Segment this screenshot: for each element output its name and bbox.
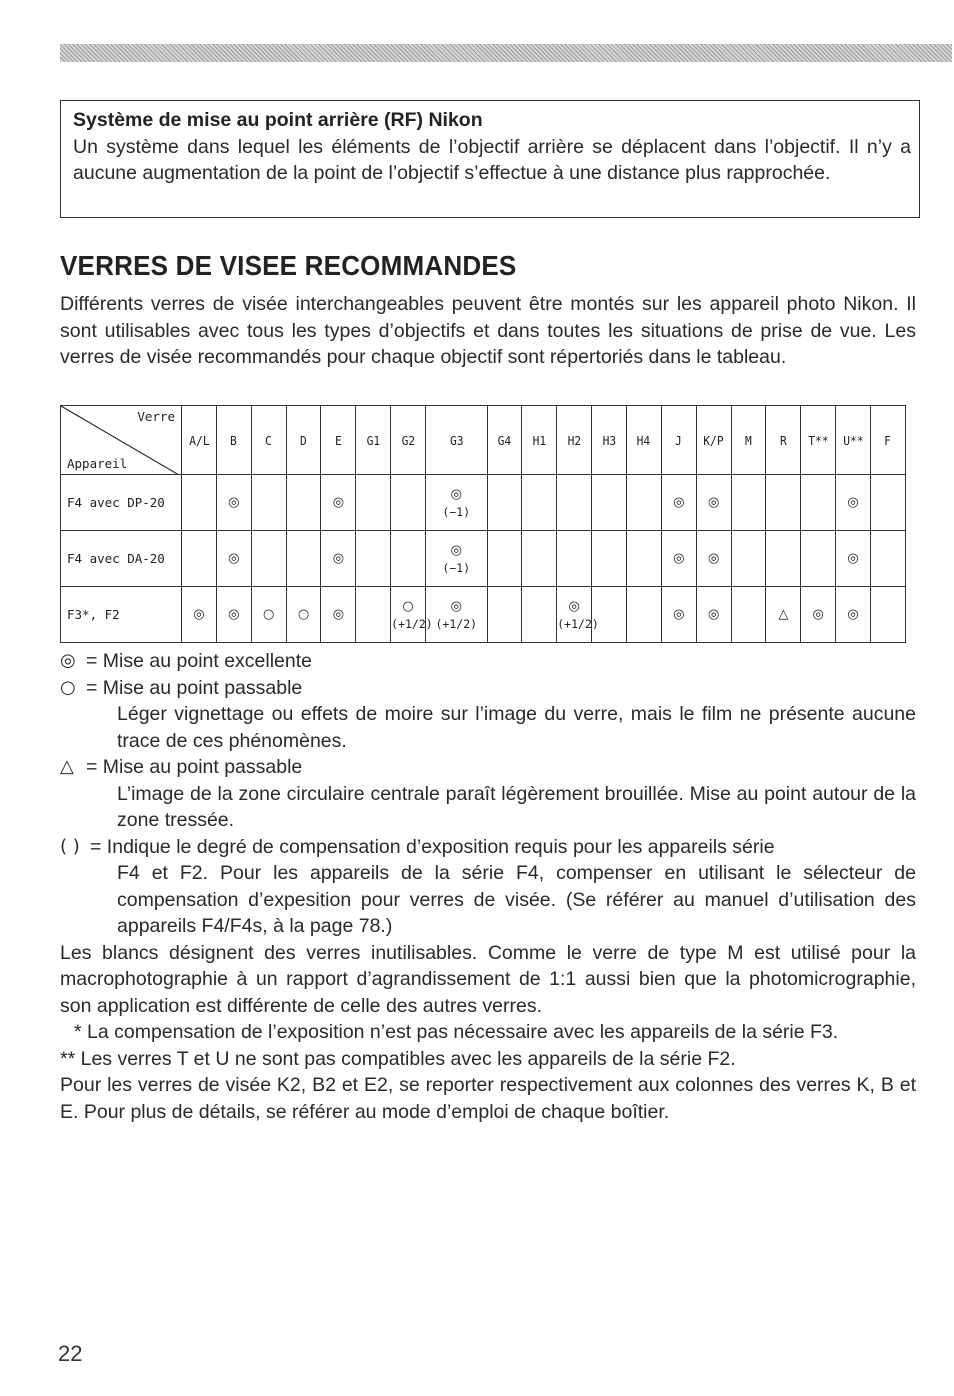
table-cell: [731, 531, 766, 587]
column-header: G1: [358, 406, 389, 475]
rf-definition-text: Un système dans lequel les éléments de l’objectif arrière se déplacent dans l’objectif. Il n’y a aucune augmentation de la point de l’objectif s’effectue à une distance plus rapprochée.: [73, 135, 911, 184]
footnote-double-star: ** Les verres T et U ne sont pas compatibles avec les appareils de la série F2.: [60, 1047, 736, 1070]
table-cell: [356, 531, 391, 587]
legend-triangle-note: L’image de la zone circulaire centrale paraît légèrement brouillée. Mise au point autour de la zone tressée.: [117, 782, 916, 831]
column-header: G3: [429, 406, 484, 475]
double-circle-icon: ◎: [707, 550, 720, 566]
column-header: B: [218, 406, 249, 475]
double-circle-icon: ◎: [707, 494, 720, 510]
table-cell: [766, 475, 801, 531]
footnote-single-star: * La compensation de l’exposition n’est pas nécessaire avec les appareils de la série F3.: [74, 1021, 839, 1043]
triangle-icon: △: [60, 756, 74, 777]
column-header: K/P: [698, 406, 729, 475]
table-row: [61, 587, 906, 643]
compensation-note: (+1/2): [391, 616, 433, 631]
column-header: T**: [803, 406, 834, 475]
legend-passable-text: = Mise au point passable: [86, 676, 303, 699]
table-cell: [251, 587, 286, 643]
double-circle-icon: ◎: [332, 550, 345, 566]
circle-icon: ○: [60, 676, 76, 698]
column-header: J: [663, 406, 694, 475]
column-header: F: [872, 406, 904, 475]
table-cell: [522, 475, 557, 531]
row-header: F4 avec DA-20: [61, 531, 182, 587]
table-cell: [661, 531, 696, 587]
row-header: F3*, F2: [61, 587, 182, 643]
table-cell: [766, 587, 801, 643]
rf-definition-box: [60, 100, 920, 218]
table-cell: [286, 475, 321, 531]
table-cell: [557, 475, 592, 531]
double-circle-icon: ◎: [847, 606, 859, 622]
table-cell: [426, 475, 488, 531]
table-cell: [321, 475, 356, 531]
table-cell: [592, 587, 627, 643]
legend-parentheses: [60, 834, 916, 861]
column-header: H1: [524, 406, 555, 475]
double-circle-icon: ◎: [60, 650, 76, 671]
table-cell: [836, 531, 871, 587]
double-circle-icon: ◎: [812, 606, 824, 622]
table-cell: [731, 587, 766, 643]
table-cell: [356, 475, 391, 531]
column-header: C: [253, 406, 284, 475]
table-cell: [731, 475, 766, 531]
table-cell: [286, 531, 321, 587]
table-cell: [870, 587, 905, 643]
compensation-note: (+1/2): [557, 616, 599, 631]
table-cell: [487, 475, 522, 531]
double-circle-icon: ◎: [332, 606, 345, 622]
legend-excellent-text: = Mise au point excellente: [86, 650, 313, 672]
column-header: H3: [593, 406, 624, 475]
parentheses-symbol: ( ): [60, 835, 80, 857]
double-circle-icon: ◎: [673, 606, 685, 622]
rf-definition-title: Système de mise au point arrière (RF) Nikon: [73, 109, 483, 131]
section-intro: Différents verres de visée interchangeables peuvent être montés sur les appareil photo Nikon. Il sont utilisables avec tous les types d’objectifs et dans toutes les situations de prise de vue. Les verres de visée recommandés pour chaque objectif sont répertoriés dans le tableau.: [60, 293, 916, 368]
double-circle-icon: ◎: [332, 494, 345, 510]
table-cell: [626, 587, 661, 643]
table-cell: [766, 531, 801, 587]
focusing-screens-table: [60, 405, 906, 643]
column-header: E: [323, 406, 354, 475]
double-circle-icon: ◎: [450, 542, 462, 558]
table-cell: [487, 587, 522, 643]
legend-parentheses-text: = Indique le degré de compensation d’exposition requis pour les appareils série: [90, 835, 775, 858]
table-cell: [182, 475, 217, 531]
table-cell: [426, 531, 488, 587]
table-cell: [391, 475, 426, 531]
legend: [60, 648, 916, 1125]
table-cell: [696, 587, 731, 643]
legend-excellent: [60, 648, 916, 675]
table-corner-header: [61, 406, 182, 475]
double-circle-icon: ◎: [847, 494, 859, 510]
section-title: VERRES DE VISEE RECOMMANDES: [60, 250, 517, 281]
double-circle-icon: ◎: [228, 494, 240, 510]
table-cell: [626, 475, 661, 531]
column-header: H2: [558, 406, 589, 475]
corner-label-appareil: Appareil: [67, 456, 128, 471]
table-cell: [801, 531, 836, 587]
table-cell: [696, 475, 731, 531]
circle-icon: ○: [402, 598, 414, 614]
double-circle-icon: ◎: [228, 606, 240, 622]
table-cell: [216, 531, 251, 587]
table-cell: [592, 475, 627, 531]
double-circle-icon: ◎: [568, 598, 580, 614]
table-cell: [391, 531, 426, 587]
table-cell: [426, 587, 488, 643]
table-cell: [286, 587, 321, 643]
table-cell: [522, 531, 557, 587]
legend-parentheses-note: F4 et F2. Pour les appareils de la série F4, compenser en utilisant le sélecteur de compensation d’expesition pour verres de visée. (Se référer au manuel d’utilisation des appareils F4/F4s, à la page 78.): [117, 862, 916, 937]
table-cell: [391, 587, 433, 643]
double-circle-icon: ◎: [847, 550, 859, 566]
table-cell: [216, 587, 251, 643]
table-cell: [870, 475, 905, 531]
table-cell: [182, 587, 217, 643]
corner-label-verre: Verre: [137, 409, 175, 424]
column-header: H4: [628, 406, 659, 475]
column-header: G4: [489, 406, 520, 475]
column-header: R: [768, 406, 799, 475]
legend-triangle-text: = Mise au point passable: [86, 756, 303, 778]
table-cell: [216, 475, 251, 531]
table-row: [61, 475, 906, 531]
table-cell: [251, 531, 286, 587]
double-circle-icon: ◎: [673, 494, 685, 510]
column-header: U**: [837, 406, 868, 475]
table-cell: [626, 531, 661, 587]
table-cell: [321, 587, 356, 643]
page-number: 22: [58, 1341, 83, 1366]
circle-icon: ○: [262, 606, 275, 622]
compensation-note: (+1/2): [435, 616, 478, 631]
circle-icon: ○: [297, 606, 310, 622]
table-cell: [801, 587, 836, 643]
table-cell: [801, 475, 836, 531]
table-cell: [592, 531, 627, 587]
legend-passable: [60, 675, 916, 702]
column-header: D: [288, 406, 319, 475]
double-circle-icon: ◎: [450, 598, 462, 614]
double-circle-icon: ◎: [193, 606, 205, 622]
column-header: M: [733, 406, 764, 475]
table-cell: [522, 587, 557, 643]
column-header: A/L: [183, 406, 214, 475]
triangle-icon: △: [778, 606, 789, 622]
double-circle-icon: ◎: [450, 486, 462, 502]
double-circle-icon: ◎: [228, 550, 240, 566]
table-cell: [557, 531, 592, 587]
table-cell: [356, 587, 391, 643]
table-cell: [870, 531, 905, 587]
table-cell: [487, 531, 522, 587]
table-cell: [661, 475, 696, 531]
blanks-note: Les blancs désignent des verres inutilisables. Comme le verre de type M est utilisé pour la macrophotographie à un rapport d’agrandissement de 1:1 aussi bien que la photomicrographie, son application est différente de celle des autres verres.: [60, 941, 916, 1017]
compensation-note: (−1): [442, 504, 471, 519]
table-cell: [251, 475, 286, 531]
legend-passable-note: Léger vignettage ou effets de moire sur l’image du verre, mais le film ne présente aucune trace de ces phénomènes.: [117, 703, 916, 752]
double-circle-icon: ◎: [673, 550, 685, 566]
decorative-header-bar: [60, 44, 952, 62]
double-circle-icon: ◎: [707, 606, 720, 622]
table-cell: [696, 531, 731, 587]
table-cell: [321, 531, 356, 587]
final-note: Pour les verres de visée K2, B2 et E2, se reporter respectivement aux colonnes des verres K, B et E. Pour plus de détails, se référer au mode d’emploi de chaque boîtier.: [60, 1074, 916, 1123]
legend-triangle: [60, 754, 916, 781]
table-cell: [557, 587, 599, 643]
column-header: G2: [392, 406, 423, 475]
compensation-note: (−1): [442, 560, 471, 575]
table-cell: [182, 531, 217, 587]
row-header: F4 avec DP-20: [61, 475, 182, 531]
table-row: [61, 531, 906, 587]
table-cell: [661, 587, 696, 643]
table-cell: [836, 475, 871, 531]
table-cell: [836, 587, 871, 643]
